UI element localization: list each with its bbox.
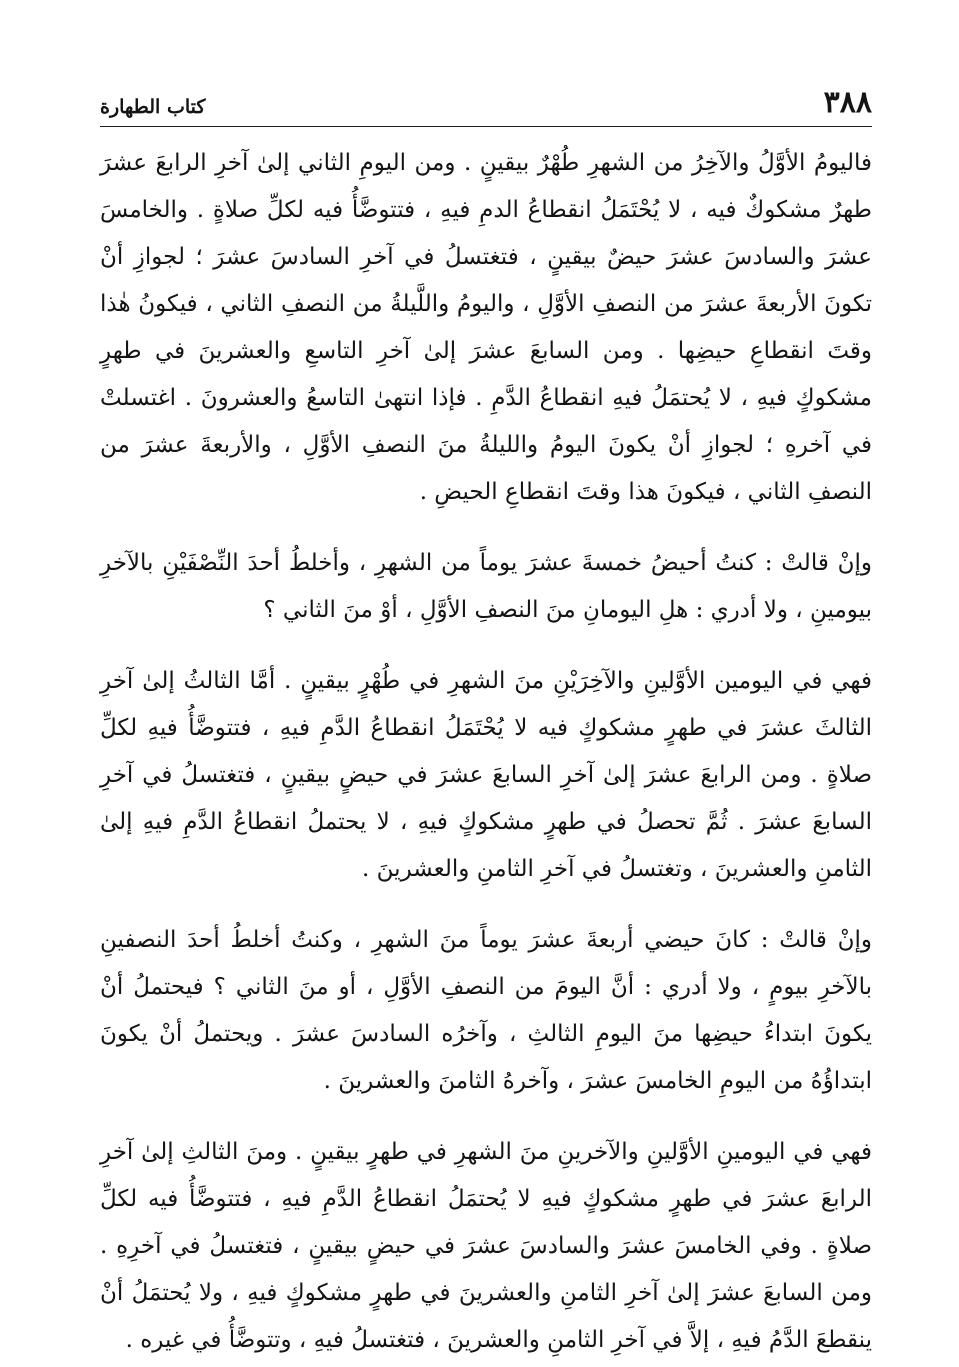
paragraph: وإنْ قالتْ : كانَ حيضي أربعةَ عشرَ يوماً منَ الشهرِ ، وكنتُ أخلطُ أحدَ النصفينِ بالآخرِ بيومٍ ، ولا أدري : أنَّ اليومَ من النصفِ الأوَّلِ ، أو منَ الثاني ؟ فيحتملُ أنْ يكونَ ابتداءُ حيضِها منَ اليومِ الثالثِ ، وآخرُه السادسَ عشرَ . ويحتملُ أنْ يكونَ ابتداؤُهُ من اليومِ الخامسَ عشرَ ، وآخرهُ الثامنَ والعشرينَ . <box>100 927 872 1094</box>
paragraph: فهي في اليومينِ الأوَّلينِ والآخرينِ منَ الشهرِ في طهرٍ بيقينٍ . ومنَ الثالثِ إلىٰ آخرِ الرابعَ عشرَ في طهرٍ مشكوكٍ فيهِ لا يُحتمَلُ انقطاعُ الدَّمِ فيهِ ، فتتوضَّأُ فيه لكلِّ صلاةٍ . وفي الخامسَ عشرَ والسادسَ عشرَ في حيضٍ بيقينٍ ، فتغتسلُ في آخرِهِ . ومن السابعَ عشرَ إلىٰ آخرِ الثامنِ والعشرينَ في طهرٍ مشكوكٍ فيهِ ، ولا يُحتمَلُ أنْ ينقطعَ الدَّمُ فيهِ ، إلاَّ في آخرِ الثامنِ والعشرينَ ، فتغتسلُ فيهِ ، وتتوضَّأُ في غيره . <box>100 1139 872 1353</box>
page-body <box>100 140 872 1364</box>
paragraph: فهي في اليومين الأوَّلينِ والآخِرَيْنِ منَ الشهرِ في طُهْرٍ بيقينٍ . أمَّا الثالثُ إلىٰ آخرِ الثالثَ عشرَ في طهرٍ مشكوكٍ فيه لا يُحْتَمَلُ انقطاعُ الدَّمِ فيهِ ، فتتوضَّأُ فيهِ لكلِّ صلاةٍ . ومن الرابعَ عشرَ إلىٰ آخرِ السابعَ عشرَ في حيضٍ بيقينٍ ، فتغتسلُ في آخرِ السابعَ عشرَ . ثُمَّ تحصلُ في طهرٍ مشكوكٍ فيهِ ، لا يحتملُ انقطاعُ الدَّمِ فيهِ إلىٰ الثامنِ والعشرينَ ، وتغتسلُ في آخرِ الثامنِ والعشرينَ . <box>100 668 872 882</box>
paragraph: فاليومُ الأوَّلُ والآخِرُ من الشهرِ طُهْرٌ بيقينٍ . ومن اليومِ الثاني إلىٰ آخرِ الرابعَ عشرَ طهرٌ مشكوكٌ فيه ، لا يُحْتَمَلُ انقطاعُ الدمِ فيهِ ، فتتوضَّأُ فيه لكلِّ صلاةٍ . والخامسَ عشرَ والسادسَ عشرَ حيضٌ بيقينٍ ، فتغتسلُ في آخرِ السادسَ عشرَ ؛ لجوازِ أنْ تكونَ الأربعةَ عشرَ من النصفِ الأوَّلِ ، واليومُ واللَّيلةُ من النصفِ الثاني ، فيكونُ هٰذا وقتَ انقطاعِ حيضِها . ومن السابعَ عشرَ إلىٰ آخرِ التاسعِ والعشرينَ في طهرٍ مشكوكٍ فيهِ ، لا يُحتمَلُ فيهِ انقطاعُ الدَّمِ . فإذا انتهىٰ التاسعُ والعشرونَ . اغتسلتْ في آخرهِ ؛ لجوازِ أنْ يكونَ اليومُ والليلةُ منَ النصفِ الأوَّلِ ، والأربعةَ عشرَ من النصفِ الثاني ، فيكونَ هذا وقتَ انقطاعِ الحيضِ . <box>100 150 872 505</box>
page-number: ٣٨٨ <box>823 85 872 120</box>
page-header <box>100 85 872 127</box>
running-title: كتاب الطهارة <box>100 96 206 118</box>
paragraph: وإنْ قالتْ : كنتُ أحيضُ خمسةَ عشرَ يوماً من الشهرِ ، وأخلطُ أحدَ النِّصْفَيْنِ بالآخرِ بيومينِ ، ولا أدري : هلِ اليومانِ منَ النصفِ الأوَّلِ ، أوْ منَ الثاني ؟ <box>100 550 872 623</box>
